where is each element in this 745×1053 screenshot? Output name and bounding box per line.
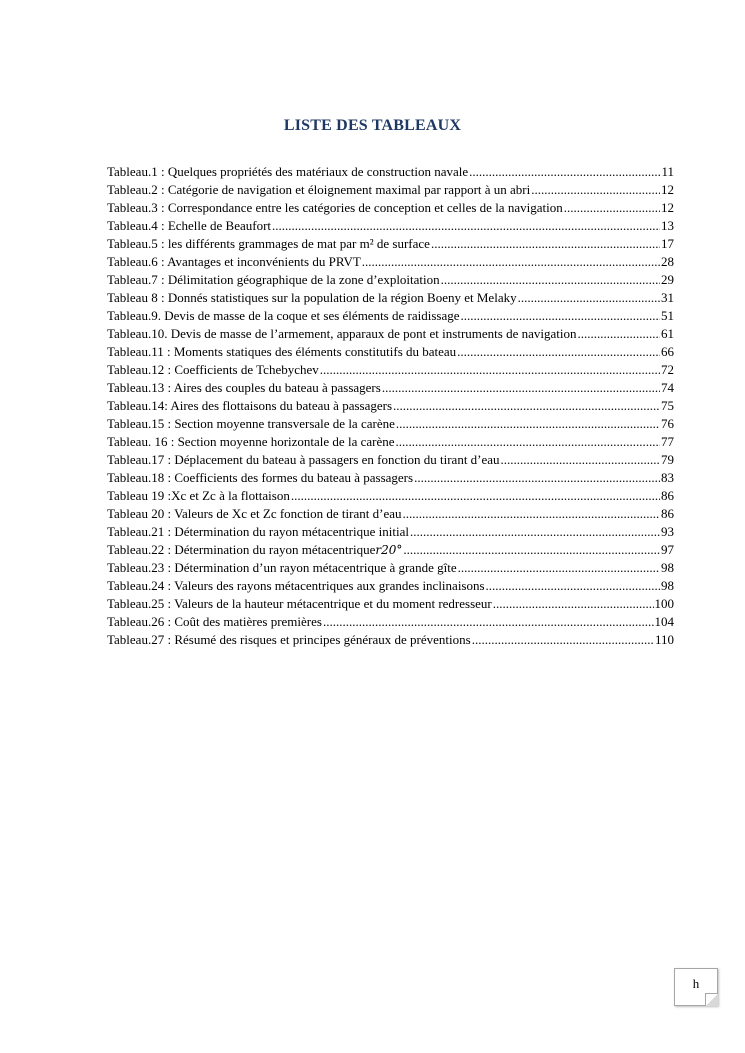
dot-leader (493, 595, 654, 613)
toc-entry-label: Tableau 19 :Xc et Zc à la flottaison (107, 488, 290, 503)
toc-entry-page: 13 (661, 218, 674, 233)
toc-entry-page: 97 (661, 542, 674, 557)
toc-entry[interactable] (107, 613, 674, 631)
toc-entry-page: 77 (661, 434, 674, 449)
toc-entry-label: Tableau.14: Aires des flottaisons du bateau à passagers (107, 398, 393, 413)
toc-entry-page: 86 (661, 488, 674, 503)
toc-entry[interactable] (107, 505, 674, 523)
toc-entry-page: 104 (654, 614, 674, 629)
table-list (107, 163, 674, 649)
dot-leader (362, 253, 660, 271)
dot-leader (272, 217, 660, 235)
toc-entry-page: 86 (661, 506, 674, 521)
toc-entry-label: Tableau.10. Devis de masse de l’armement, apparaux de pont et instruments de navigation (107, 326, 577, 341)
toc-entry[interactable] (107, 469, 674, 487)
toc-entry-label: Tableau.5 : les différents grammages de mat par m² de surface (107, 236, 430, 251)
toc-entry[interactable] (107, 379, 674, 397)
toc-entry[interactable] (107, 415, 674, 433)
toc-entry-label: Tableau.27 : Résumé des risques et principes généraux de préventions (107, 632, 471, 647)
toc-entry-page: 100 (654, 596, 674, 611)
toc-entry-page: 12 (661, 200, 674, 215)
dot-leader (323, 613, 654, 631)
dot-leader (458, 559, 660, 577)
toc-entry-page: 31 (661, 290, 674, 305)
toc-entry-label: Tableau.25 : Valeurs de la hauteur métacentrique et du moment redresseur (107, 596, 492, 611)
toc-entry[interactable] (107, 307, 674, 325)
toc-entry[interactable] (107, 559, 674, 577)
toc-entry[interactable] (107, 361, 674, 379)
toc-entry[interactable] (107, 577, 674, 595)
dot-leader (403, 541, 660, 559)
toc-entry[interactable] (107, 253, 674, 271)
toc-entry-label: Tableau.3 : Correspondance entre les catégories de conception et celles de la navigation (107, 200, 563, 215)
toc-entry-page: 98 (661, 578, 674, 593)
toc-entry-label: Tableau.18 : Coefficients des formes du bateau à passagers (107, 470, 414, 485)
toc-entry[interactable] (107, 451, 674, 469)
page-title: LISTE DES TABLEAUX (283, 117, 462, 134)
toc-entry-page: 110 (654, 632, 674, 647)
toc-entry-page: 29 (661, 272, 674, 287)
toc-entry-label: Tableau.21 : Détermination du rayon métacentrique initial (107, 524, 409, 539)
toc-entry-label: Tableau 20 : Valeurs de Xc et Zc fonction de tirant d’eau (107, 506, 402, 521)
toc-entry[interactable] (107, 343, 674, 361)
toc-entry-page: 72 (661, 362, 674, 377)
page-curl-icon (705, 993, 718, 1006)
toc-entry[interactable] (107, 631, 674, 649)
dot-leader (501, 451, 660, 469)
toc-entry-label: Tableau.11 : Moments statiques des éléments constitutifs du bateau (107, 344, 457, 359)
toc-entry-label: Tableau.22 : Détermination du rayon métacentrique (107, 542, 376, 557)
math-symbol: r20° (375, 543, 403, 557)
toc-entry[interactable] (107, 487, 674, 505)
toc-entry-label: Tableau.23 : Détermination d’un rayon métacentrique à grande gîte (107, 560, 457, 575)
toc-entry[interactable] (107, 163, 674, 181)
dot-leader (457, 343, 660, 361)
toc-entry[interactable] (107, 235, 674, 253)
toc-entry[interactable] (107, 523, 674, 541)
toc-entry-label: Tableau.13 : Aires des couples du bateau à passagers (107, 380, 381, 395)
toc-entry-page: 93 (661, 524, 674, 539)
dot-leader (396, 433, 661, 451)
toc-entry-label: Tableau.9. Devis de masse de la coque et ses éléments de raidissage (107, 308, 460, 323)
toc-entry[interactable] (107, 325, 674, 343)
toc-entry-label: Tableau.24 : Valeurs des rayons métacentriques aux grandes inclinaisons (107, 578, 485, 593)
toc-entry[interactable] (107, 181, 674, 199)
toc-entry-page: 83 (661, 470, 674, 485)
toc-entry-label: Tableau.26 : Coût des matières premières (107, 614, 322, 629)
toc-entry[interactable] (107, 433, 674, 451)
toc-entry[interactable] (107, 397, 674, 415)
toc-entry-page: 98 (661, 560, 674, 575)
dot-leader (469, 163, 660, 181)
page-number: h (692, 976, 700, 991)
dot-leader (441, 271, 660, 289)
dot-leader (393, 397, 660, 415)
dot-leader (410, 523, 660, 541)
toc-entry-page: 74 (661, 380, 674, 395)
toc-entry-label: Tableau. 16 : Section moyenne horizontale de la carène (107, 434, 395, 449)
dot-leader (577, 325, 660, 343)
toc-entry-label: Tableau.7 : Délimitation géographique de la zone d’exploitation (107, 272, 440, 287)
toc-entry-page: 75 (661, 398, 674, 413)
page-number-box (674, 968, 718, 1006)
toc-entry-page: 51 (661, 308, 674, 323)
dot-leader (396, 415, 660, 433)
dot-leader (403, 505, 661, 523)
dot-leader (461, 307, 661, 325)
toc-entry-math (375, 541, 402, 559)
toc-entry-label: Tableau.2 : Catégorie de navigation et éloignement maximal par rapport à un abri (107, 182, 531, 197)
toc-entry-label: Tableau.6 : Avantages et inconvénients du PRVT (107, 254, 361, 269)
dot-leader (320, 361, 660, 379)
dot-leader (431, 235, 660, 253)
dot-leader (486, 577, 660, 595)
toc-entry-label: Tableau.4 : Echelle de Beaufort (107, 218, 272, 233)
toc-entry-label: Tableau 8 : Donnés statistiques sur la population de la région Boeny et Melaky (107, 290, 517, 305)
toc-entry[interactable] (107, 217, 674, 235)
toc-entry-label: Tableau.1 : Quelques propriétés des matériaux de construction navale (107, 164, 469, 179)
toc-entry-page: 79 (661, 452, 674, 467)
toc-entry[interactable] (107, 541, 674, 559)
toc-entry-page: 76 (661, 416, 674, 431)
dot-leader (531, 181, 660, 199)
dot-leader (291, 487, 660, 505)
toc-entry-label: Tableau.12 : Coefficients de Tchebychev (107, 362, 319, 377)
dot-leader (564, 199, 660, 217)
dot-leader (382, 379, 660, 397)
toc-entry-page: 12 (661, 182, 674, 197)
toc-entry[interactable] (107, 289, 674, 307)
toc-entry-page: 11 (661, 164, 674, 179)
toc-entry-label: Tableau.17 : Déplacement du bateau à passagers en fonction du tirant d’eau (107, 452, 500, 467)
toc-entry-label: Tableau.15 : Section moyenne transversale de la carène (107, 416, 395, 431)
toc-entry-page: 17 (661, 236, 674, 251)
toc-entry[interactable] (107, 271, 674, 289)
dot-leader (414, 469, 660, 487)
toc-entry-page: 28 (661, 254, 674, 269)
dot-leader (518, 289, 660, 307)
toc-entry-page: 61 (661, 326, 674, 341)
dot-leader (472, 631, 654, 649)
toc-entry[interactable] (107, 199, 674, 217)
toc-entry[interactable] (107, 595, 674, 613)
toc-entry-page: 66 (661, 344, 674, 359)
